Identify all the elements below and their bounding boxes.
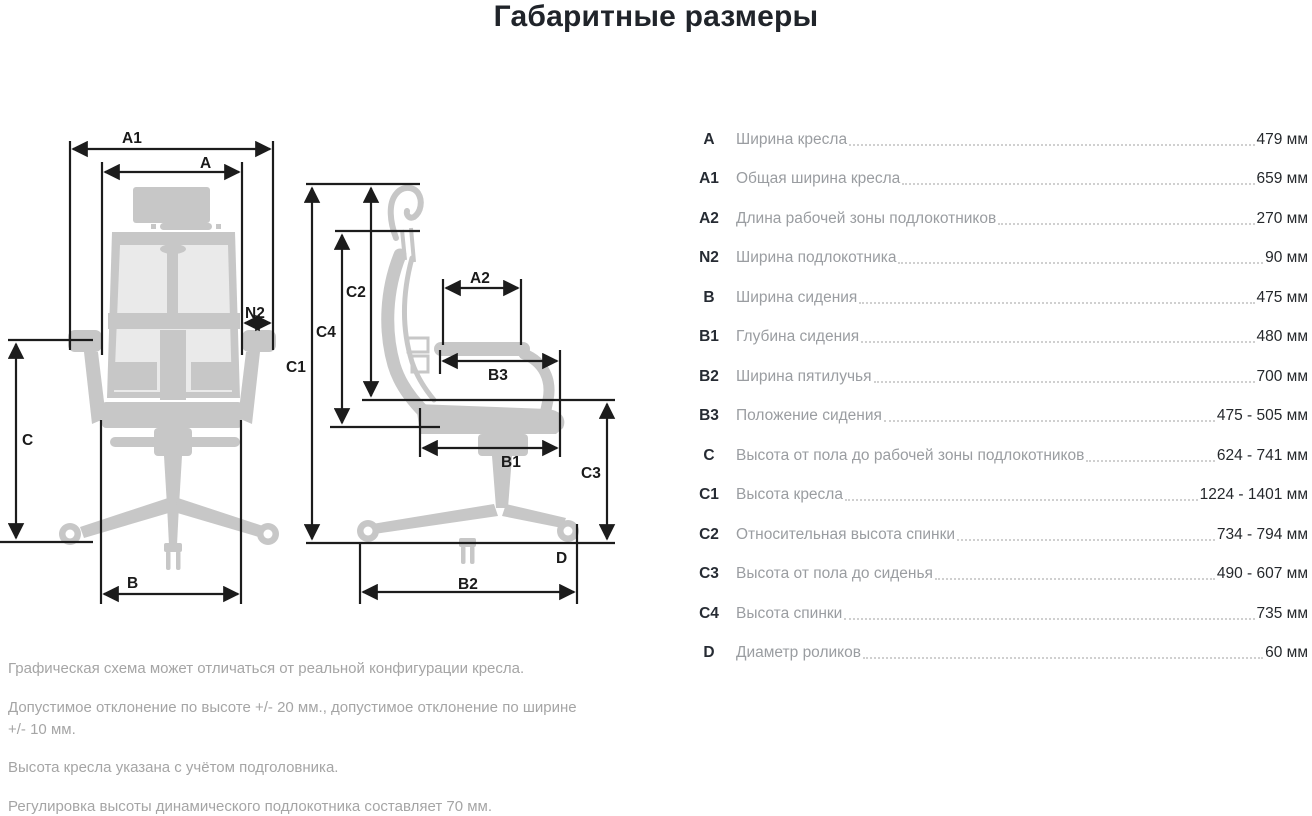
table-row xyxy=(690,555,1308,595)
table-row xyxy=(690,515,1308,555)
dimension-label: Ширина подлокотника xyxy=(736,249,897,267)
table-row xyxy=(690,278,1308,318)
dotted-leader xyxy=(957,539,1215,541)
dim-label-c1: C1 xyxy=(286,359,306,376)
dimension-value: 1224 - 1401 мм xyxy=(1199,486,1308,504)
dotted-leader xyxy=(863,657,1263,659)
dotted-leader xyxy=(898,262,1263,264)
table-row xyxy=(690,120,1308,160)
dotted-leader xyxy=(845,499,1198,501)
dim-label-c2: C2 xyxy=(346,284,366,301)
dimension-label: Относительная высота спинки xyxy=(736,525,956,543)
dimension-value: 60 мм xyxy=(1265,644,1308,662)
dotted-leader xyxy=(844,618,1254,620)
dim-label-b: B xyxy=(127,575,139,592)
dimension-key: C xyxy=(703,446,715,464)
dimension-value: 270 мм xyxy=(1256,209,1308,227)
dimension-key: C4 xyxy=(699,604,719,622)
footnote-text: Допустимое отклонение по высоте +/- 20 мм., допустимое отклонение по ширине +/- 10 мм. xyxy=(8,698,577,738)
dimension-label: Длина рабочей зоны подлокотников xyxy=(736,209,997,227)
dimension-value: 734 - 794 мм xyxy=(1216,525,1308,543)
dimension-key: C2 xyxy=(699,525,719,543)
dimension-key: A1 xyxy=(699,170,719,188)
dim-label-c3: C3 xyxy=(581,465,601,482)
dimension-diagram-svg xyxy=(0,100,660,620)
dotted-leader xyxy=(859,302,1254,304)
dimension-label: Глубина сидения xyxy=(736,328,860,346)
dimension-key: N2 xyxy=(699,249,719,267)
dotted-leader xyxy=(884,420,1215,422)
dotted-leader xyxy=(849,144,1254,146)
dimension-key: A2 xyxy=(699,209,719,227)
table-row xyxy=(690,476,1308,516)
dotted-leader xyxy=(874,381,1255,383)
dimension-key: C1 xyxy=(699,486,719,504)
table-row xyxy=(690,160,1308,200)
dim-label-b2: B2 xyxy=(458,576,478,593)
dimension-label: Общая ширина кресла xyxy=(736,170,901,188)
dimension-value: 735 мм xyxy=(1256,604,1308,622)
dimension-value: 659 мм xyxy=(1256,170,1308,188)
chair-front-view xyxy=(59,187,279,570)
dimension-value: 475 - 505 мм xyxy=(1216,407,1308,425)
chair-dimension-diagram xyxy=(0,100,660,620)
dim-label-a2: A2 xyxy=(470,270,490,287)
dimension-label: Положение сидения xyxy=(736,407,882,425)
dim-label-b3: B3 xyxy=(488,367,508,384)
dim-label-c4: C4 xyxy=(316,324,336,341)
dimension-key: C3 xyxy=(699,565,719,583)
dim-label-b1: B1 xyxy=(501,454,521,471)
dim-label-a1: A1 xyxy=(122,130,142,147)
dimension-key: B1 xyxy=(699,328,719,346)
dimension-value: 700 мм xyxy=(1256,367,1308,385)
table-row xyxy=(690,318,1308,358)
dim-label-d: D xyxy=(556,550,568,567)
table-row xyxy=(690,199,1308,239)
table-row xyxy=(690,436,1308,476)
dimension-key: D xyxy=(703,644,715,662)
dimension-label: Высота спинки xyxy=(736,604,843,622)
dimension-table xyxy=(690,120,1308,673)
dimension-label: Высота от пола до сиденья xyxy=(736,565,933,583)
dotted-leader xyxy=(998,223,1254,225)
dim-label-a: A xyxy=(200,155,212,172)
dimension-label: Высота от пола до рабочей зоны подлокотников xyxy=(736,446,1085,464)
dotted-leader xyxy=(861,341,1254,343)
dimension-key: A xyxy=(703,130,715,148)
dimension-label: Ширина сидения xyxy=(736,288,858,306)
footnote-text: Высота кресла указана с учётом подголовника. xyxy=(8,759,339,777)
dimension-value: 475 мм xyxy=(1256,288,1308,306)
dimension-label: Диаметр роликов xyxy=(736,644,861,662)
dimension-value: 90 мм xyxy=(1265,249,1308,267)
dimension-key: B3 xyxy=(699,407,719,425)
dotted-leader xyxy=(1086,460,1215,462)
table-row xyxy=(690,634,1308,674)
dimension-label: Ширина кресла xyxy=(736,130,848,148)
dotted-leader xyxy=(902,183,1254,185)
footnote-text: Регулировка высоты динамического подлокотника составляет 70 мм. xyxy=(8,798,493,815)
dimension-key: B2 xyxy=(699,367,719,385)
chair-side-view xyxy=(357,188,579,564)
footnote-text: Графическая схема может отличаться от реальной конфигурации кресла. xyxy=(8,660,525,677)
dimension-value: 479 мм xyxy=(1256,130,1308,148)
dimension-value: 490 - 607 мм xyxy=(1216,565,1308,583)
dim-label-n2: N2 xyxy=(245,305,265,322)
table-row xyxy=(690,397,1308,437)
dim-label-c: C xyxy=(22,432,34,449)
dimension-value: 480 мм xyxy=(1256,328,1308,346)
table-row xyxy=(690,594,1308,634)
dimension-label: Ширина пятилучья xyxy=(736,367,872,385)
dimension-label: Высота кресла xyxy=(736,486,843,504)
dimension-key: B xyxy=(703,288,715,306)
page-title: Габаритные размеры xyxy=(493,0,819,33)
table-row xyxy=(690,357,1308,397)
dotted-leader xyxy=(935,578,1215,580)
footnotes xyxy=(8,658,588,816)
table-row xyxy=(690,239,1308,279)
dimension-value: 624 - 741 мм xyxy=(1216,446,1308,464)
